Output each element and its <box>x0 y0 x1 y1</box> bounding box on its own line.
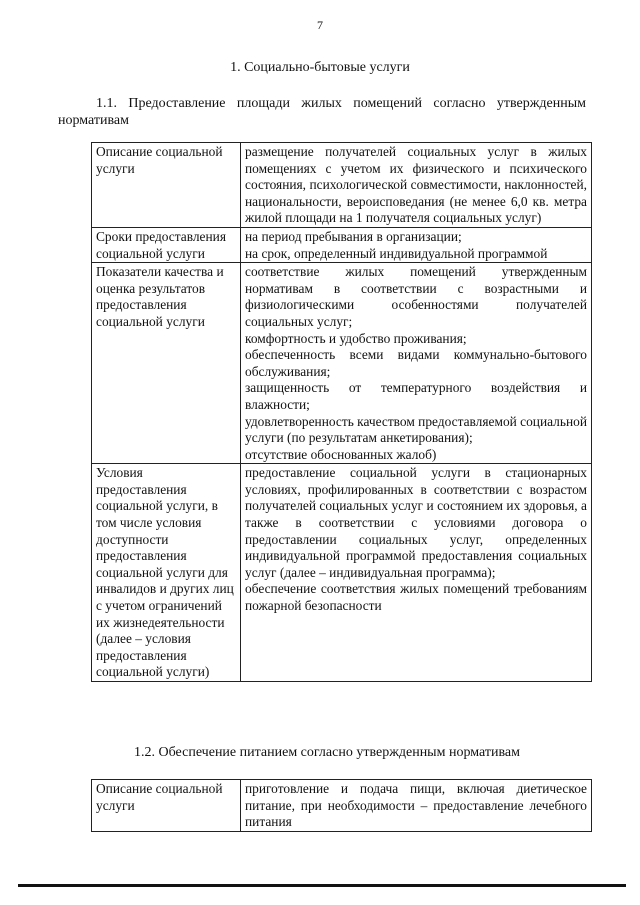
row-label: Описание социальной услуги <box>92 780 241 832</box>
value-line: приготовление и подача пищи, включая диетическое питание, при необходимости – предоставление лечебного питания <box>245 781 587 830</box>
table-row <box>92 464 592 682</box>
table-row <box>92 227 592 262</box>
value-line: обеспечение соответствия жилых помещений требованиям пожарной безопасности <box>245 581 587 614</box>
value-line: соответствие жилых помещений утвержденным нормативам в соответствии с возрастными и физиологическими особенностями получателей социальных услуг; <box>245 264 587 329</box>
value-line: предоставление социальной услуги в стационарных условиях, профилированных в соответствии с возрастом получателей социальных услуг и состоянием их здоровья, а также в соответствии с условиями договора о предоставлении социальных услуг, определенных индивидуальной программой предоставления социальных услуг (далее – индивидуальная программа); <box>245 465 587 580</box>
row-label: Показатели качества и оценка результатов предоставления социальной услуги <box>92 263 241 464</box>
row-value <box>241 263 592 464</box>
bottom-rule <box>18 884 626 887</box>
row-label: Сроки предоставления социальной услуги <box>92 227 241 262</box>
service-table-1 <box>91 142 592 682</box>
service-table-2-body <box>92 780 592 832</box>
value-line: на период пребывания в организации; <box>245 228 462 244</box>
row-value <box>241 464 592 682</box>
row-label: Описание социальной услуги <box>92 143 241 228</box>
table-row <box>92 143 592 228</box>
row-value <box>241 143 592 228</box>
value-line: отсутствие обоснованных жалоб) <box>245 446 437 462</box>
page-number: 7 <box>317 18 323 32</box>
table-row <box>92 263 592 464</box>
subsection-title-2: 1.2. Обеспечение питанием согласно утвержденным нормативам <box>134 745 520 760</box>
service-table-1-body <box>92 143 592 682</box>
value-line: удовлетворенность качеством предоставляемой социальной услуги (по результатам анкетирования); <box>245 413 588 446</box>
value-line: на срок, определенный индивидуальной программой <box>245 245 548 261</box>
value-line: обеспеченность всеми видами коммунально-бытового обслуживания; <box>245 347 587 379</box>
row-value <box>241 780 592 832</box>
row-value <box>241 227 592 262</box>
row-label: Условия предоставления социальной услуги, в том числе условия доступности предоставления социальной услуги для инвалидов и других лиц с учетом ограничений их жизнедеятельности (далее – условия предоставления социальной услуги) <box>92 464 241 682</box>
subsection-title-1: 1.1. Предоставление площади жилых помещений согласно утвержденным нормативам <box>58 96 586 128</box>
value-line: защищенность от температурного воздействия и влажности; <box>245 380 587 412</box>
value-line: размещение получателей социальных услуг в жилых помещениях с учетом их физического и психического состояния, психологической совместимости, наклонностей, национальности, вероисповедания (не менее 6,0 кв. метра жилой площади на 1 получателя социальных услуг) <box>245 144 587 226</box>
table-row <box>92 780 592 832</box>
value-line: комфортность и удобство проживания; <box>245 330 467 346</box>
section-title: 1. Социально-бытовые услуги <box>230 60 410 75</box>
service-table-2 <box>91 779 592 832</box>
